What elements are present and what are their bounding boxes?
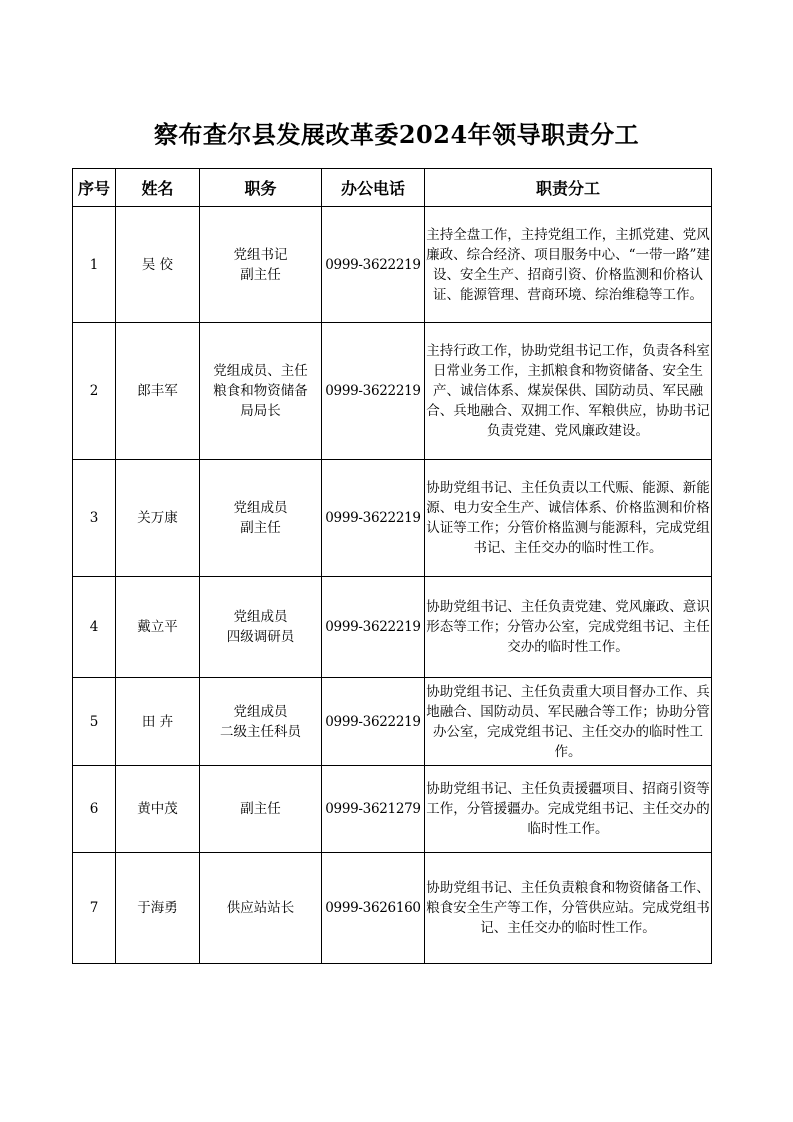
duties-cell: 协助党组书记、主任负责党建、党风廉政、意识形态等工作；分管办公室，完成党组书记、主任交办的临时性工作。 (425, 577, 712, 678)
header-position: 职务 (200, 169, 322, 207)
table-row (73, 853, 712, 964)
position-cell (200, 577, 322, 678)
position-line: 副主任 (240, 801, 281, 817)
name-cell: 田 卉 (116, 678, 200, 766)
position-cell (200, 323, 322, 460)
seq-cell: 2 (73, 323, 116, 460)
position-line: 党组成员 (233, 703, 288, 720)
header-phone: 办公电话 (322, 169, 425, 207)
position-cell (200, 853, 322, 964)
phone-cell: 0999-3622219 (322, 678, 425, 766)
name-cell: 戴立平 (116, 577, 200, 678)
duties-cell: 主持全盘工作，主持党组工作，主抓党建、党风廉政、综合经济、项目服务中心、“一带一路”建设、安全生产、招商引资、价格监测和价格认证、能源管理、营商环境、综治维稳等工作。 (425, 207, 712, 323)
seq-cell: 6 (73, 766, 116, 853)
phone-cell: 0999-3622219 (322, 207, 425, 323)
name-cell: 于海勇 (116, 853, 200, 964)
duties-cell: 主持行政工作，协助党组书记工作，负责各科室日常业务工作，主抓粮食和物资储备、安全生产、诚信体系、煤炭保供、国防动员、军民融合、兵地融合、双拥工作、军粮供应，协助书记负责党建、党风廉政建设。 (425, 323, 712, 460)
table-row (73, 766, 712, 853)
duties-cell: 协助党组书记、主任负责粮食和物资储备工作、粮食安全生产等工作，分管供应站。完成党组书记、主任交办的临时性工作。 (425, 853, 712, 964)
position-cell (200, 460, 322, 577)
duty-table (72, 168, 712, 964)
table-header-row (73, 169, 712, 207)
seq-cell: 4 (73, 577, 116, 678)
page-title: 察布查尔县发展改革委2024年领导职责分工 (153, 120, 640, 149)
table-row (73, 323, 712, 460)
name-cell: 关万康 (116, 460, 200, 577)
table-row (73, 207, 712, 323)
duties-cell: 协助党组书记、主任负责重大项目督办工作、兵地融合、国防动员、军民融合等工作；协助分管办公室，完成党组书记、主任交办的临时性工作。 (425, 678, 712, 766)
position-line: 党组成员 (233, 500, 288, 516)
phone-cell: 0999-3622219 (322, 460, 425, 577)
phone-cell: 0999-3621279 (322, 766, 425, 853)
position-cell (200, 766, 322, 853)
position-cell (200, 678, 322, 766)
position-line: 局局长 (240, 403, 281, 419)
position-line: 粮食和物资储备 (213, 383, 308, 399)
header-duties: 职责分工 (425, 169, 712, 207)
position-line: 四级调研员 (226, 629, 295, 645)
seq-cell: 7 (73, 853, 116, 964)
name-cell: 郎丰军 (116, 323, 200, 460)
position-cell (200, 207, 322, 323)
position-line: 党组成员、主任 (213, 363, 308, 379)
position-line: 党组成员 (233, 609, 288, 625)
seq-cell: 1 (73, 207, 116, 323)
phone-cell: 0999-3626160 (322, 853, 425, 964)
header-seq: 序号 (73, 169, 116, 207)
position-line: 供应站站长 (226, 900, 295, 916)
duties-cell: 协助党组书记、主任负责援疆项目、招商引资等工作，分管援疆办。完成党组书记、主任交办的临时性工作。 (425, 766, 712, 853)
table-row (73, 577, 712, 678)
name-cell: 吴 佼 (116, 207, 200, 323)
position-line: 副主任 (240, 266, 281, 283)
phone-cell: 0999-3622219 (322, 577, 425, 678)
seq-cell: 3 (73, 460, 116, 577)
position-line: 副主任 (240, 520, 281, 536)
position-line: 二级主任科员 (220, 723, 301, 740)
header-name: 姓名 (116, 169, 200, 207)
phone-cell: 0999-3622219 (322, 323, 425, 460)
name-cell: 黄中茂 (116, 766, 200, 853)
table-row (73, 460, 712, 577)
duties-cell: 协助党组书记、主任负责以工代赈、能源、新能源、电力安全生产、诚信体系、价格监测和价格认证等工作；分管价格监测与能源科，完成党组书记、主任交办的临时性工作。 (425, 460, 712, 577)
seq-cell: 5 (73, 678, 116, 766)
table-row (73, 678, 712, 766)
position-line: 党组书记 (233, 246, 288, 263)
